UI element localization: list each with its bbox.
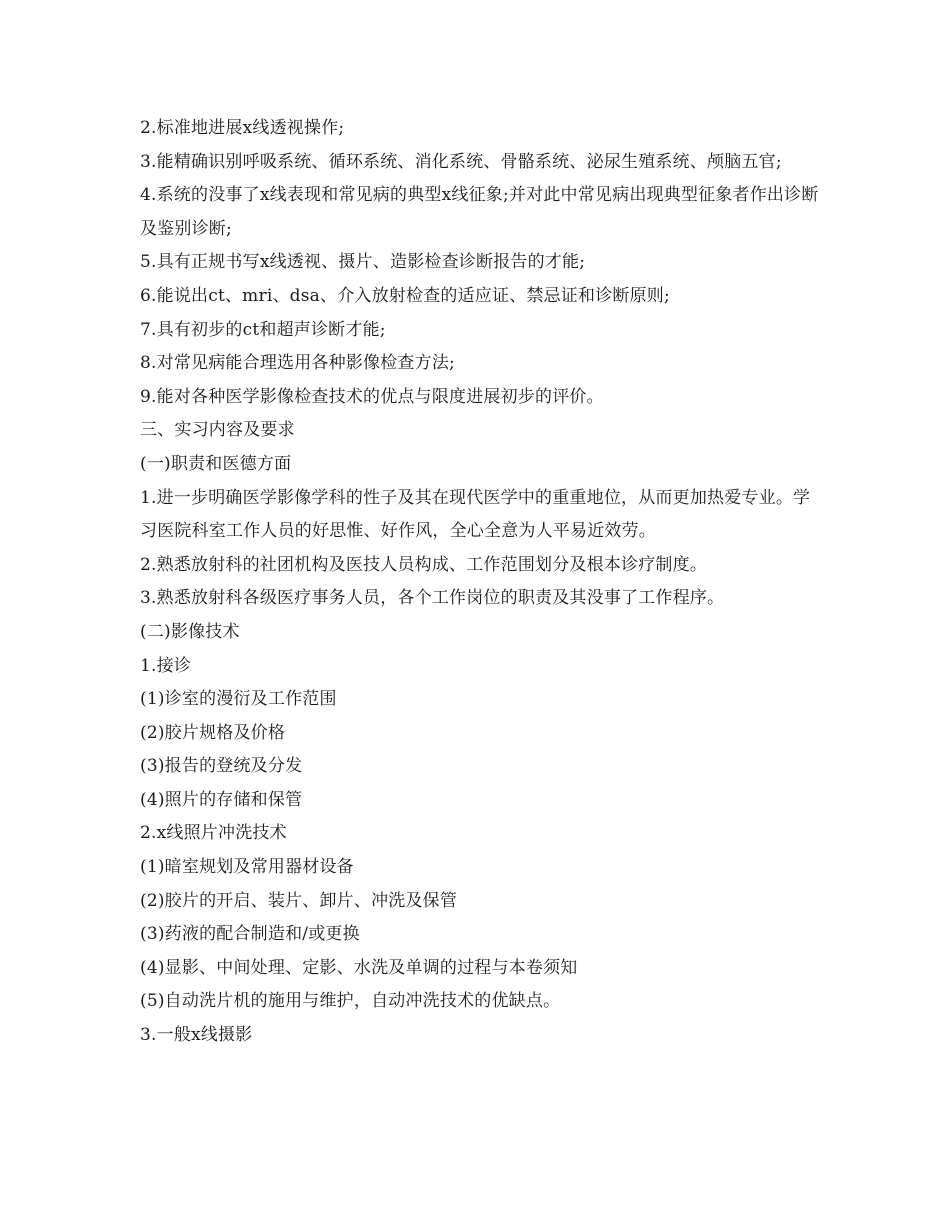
- tech-subitem-1-2: (2)胶片规格及价格: [140, 722, 286, 743]
- list-item-7: 7.具有初步的ct和超声诊断才能;: [140, 319, 386, 340]
- tech-subitem-1-4: (4)照片的存储和保管: [140, 789, 303, 810]
- list-item-5: 5.具有正规书写x线透视、摄片、造影检查诊断报告的才能;: [140, 252, 586, 273]
- tech-subitem-1-1: (1)诊室的漫衍及工作范围: [140, 689, 337, 710]
- list-item-8: 8.对常见病能合理选用各种影像检查方法;: [140, 353, 455, 374]
- list-item-4: 4.系统的没事了x线表现和常见病的典型x线征象;并对此中常见病出现典型征象者作出诊断及鉴别诊断;: [140, 185, 819, 239]
- tech-subitem-2-4: (4)显影、中间处理、定影、水洗及单调的过程与本卷须知: [140, 957, 578, 978]
- tech-item-1: 1.接诊: [140, 655, 192, 676]
- tech-subitem-2-2: (2)胶片的开启、装片、卸片、冲洗及保管: [140, 890, 458, 911]
- duty-item-3: 3.熟悉放射科各级医疗事务人员，各个工作岗位的职责及其没事了工作程序。: [140, 588, 725, 609]
- section-heading-3: 三、实习内容及要求: [140, 420, 295, 441]
- list-item-6: 6.能说出ct、mri、dsa、介入放射检查的适应证、禁忌证和诊断原则;: [140, 285, 670, 306]
- list-item-2: 2.标准地进展x线透视操作;: [140, 118, 345, 138]
- document-page: [140, 112, 820, 1053]
- subsection-heading-2: (二)影像技术: [140, 621, 240, 642]
- tech-subitem-2-1: (1)暗室规划及常用器材设备: [140, 857, 354, 878]
- tech-subitem-1-3: (3)报告的登统及分发: [140, 756, 303, 777]
- list-item-3: 3.能精确识别呼吸系统、循环系统、消化系统、骨骼系统、泌尿生殖系统、颅脑五官;: [140, 151, 782, 172]
- duty-item-2: 2.熟悉放射科的社团机构及医技人员构成、工作范围划分及根本诊疗制度。: [140, 554, 708, 575]
- tech-subitem-2-3: (3)药液的配合制造和/或更换: [140, 924, 360, 945]
- tech-subitem-2-5: (5)自动洗片机的施用与维护，自动冲洗技术的优缺点。: [140, 991, 561, 1012]
- tech-item-2: 2.x线照片冲洗技术: [140, 823, 287, 844]
- tech-item-3: 3.一般x线摄影: [140, 1025, 253, 1046]
- duty-item-1: 1.进一步明确医学影像学科的性子及其在现代医学中的重重地位，从而更加热爱专业。学习医院科室工作人员的好思惟、好作风，全心全意为人平易近效劳。: [140, 487, 811, 542]
- subsection-heading-1: (一)职责和医德方面: [140, 453, 292, 474]
- list-item-9: 9.能对各种医学影像检查技术的优点与限度进展初步的评价。: [140, 386, 604, 407]
